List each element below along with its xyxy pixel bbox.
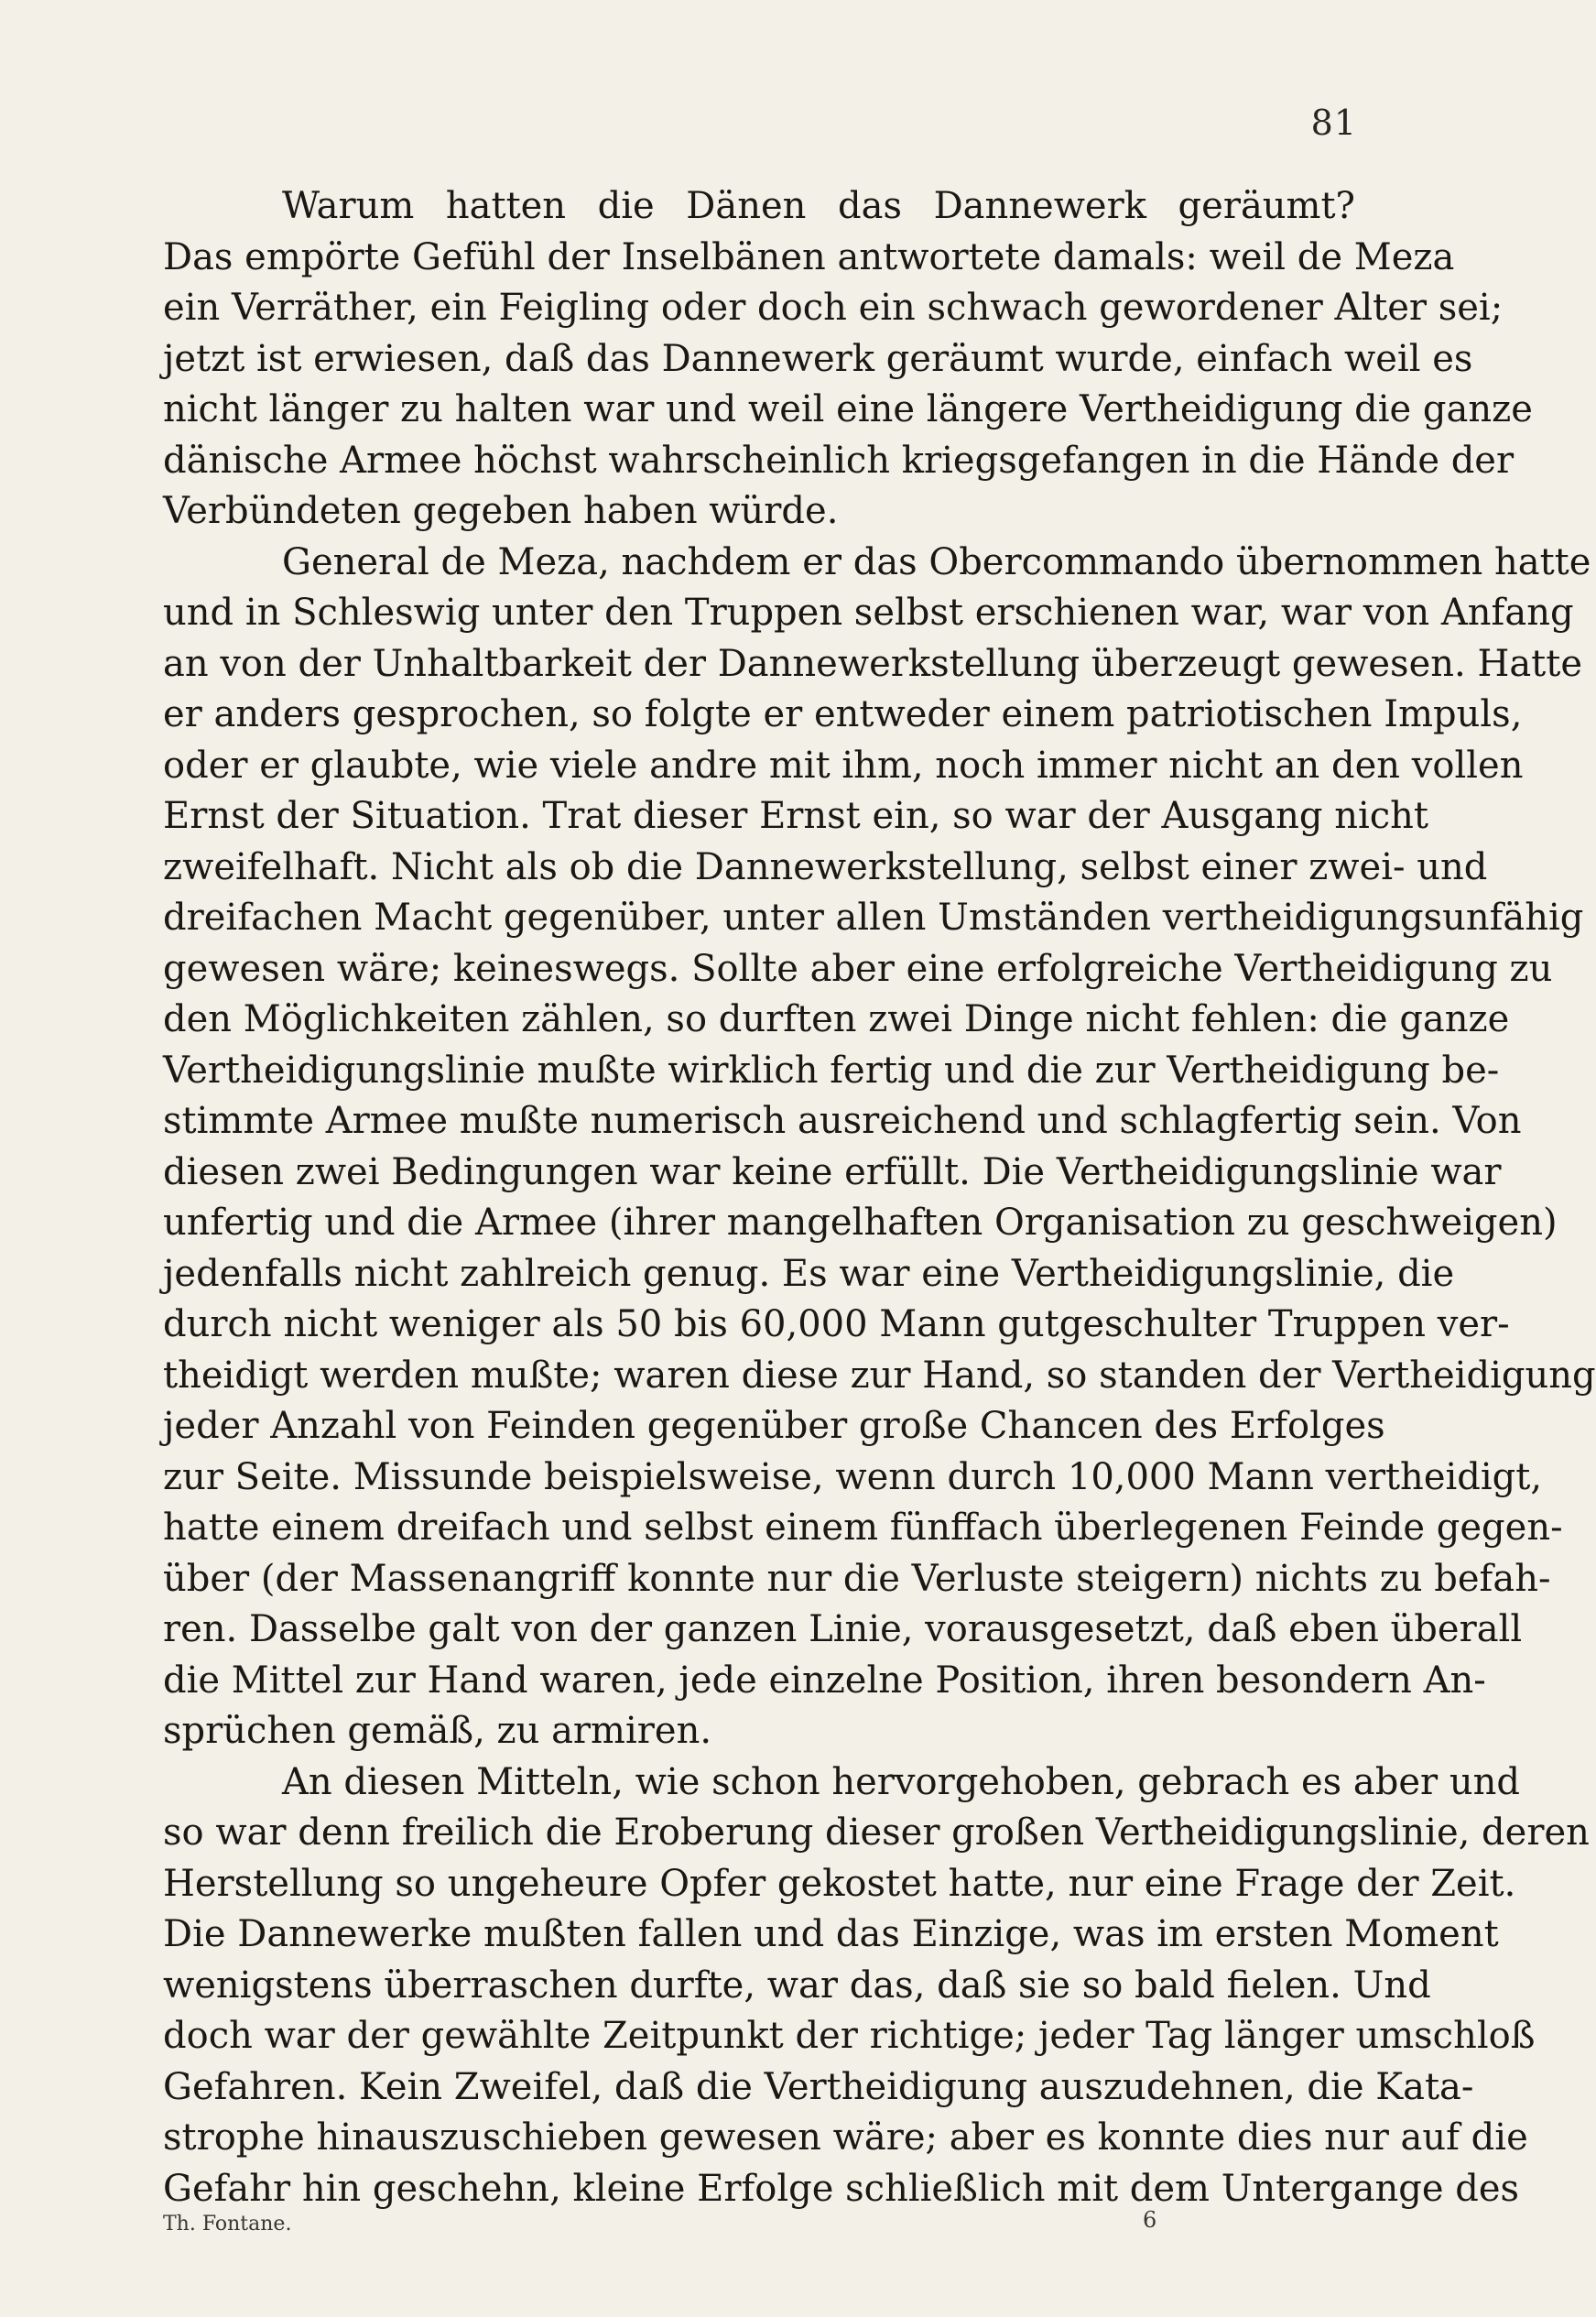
text-line: an von der Unhaltbarkeit der Dannewerkstellung überzeugt gewesen. Hatte [163,642,1582,685]
text-line: jeder Anzahl von Feinden gegenüber große Chancen des Erfolges [163,1405,1385,1447]
text-line: Die Dannewerke mußten fallen und das Einzige, was im ersten Moment [163,1913,1499,1955]
text-line: Warum hatten die Dänen das Dannewerk geräumt? [282,185,1355,227]
text-line: Gefahren. Kein Zweifel, daß die Vertheidigung auszudehnen, die Kata- [163,2065,1474,2108]
text-line: dänische Armee höchst wahrscheinlich kriegsgefangen in die Hände der [163,439,1515,482]
text-line: sprüchen gemäß, zu armiren. [163,1710,712,1752]
text-line: jedenfalls nicht zahlreich genug. Es war eine Vertheidigungslinie, die [163,1252,1455,1295]
text-line: hatte einem dreifach und selbst einem fünffach überlegenen Feinde gegen- [163,1507,1563,1549]
sheet-number: 6 [1143,2207,1157,2233]
text-line: An diesen Mitteln, wie schon hervorgehoben, gebrach es aber und [282,1760,1521,1803]
printer-signature: Th. Fontane. [163,2213,292,2235]
text-line: den Möglichkeiten zählen, so durften zwei Dinge nicht fehlen: die ganze [163,998,1510,1040]
text-line: General de Meza, nachdem er das Obercommando übernommen hatte [282,540,1591,583]
text-line: zweifelhaft. Nicht als ob die Dannewerkstellung, selbst einer zwei- und [163,845,1488,888]
text-line: gewesen wäre; keineswegs. Sollte aber eine erfolgreiche Vertheidigung zu [163,947,1553,990]
text-line: unfertig und die Armee (ihrer mangelhaften Organisation zu geschweigen) [163,1202,1558,1244]
text-line: dreifachen Macht gegenüber, unter allen Umständen vertheidigungsunfähig [163,897,1584,939]
text-line: die Mittel zur Hand waren, jede einzelne Position, ihren besondern An- [163,1659,1486,1702]
text-line: Ernst der Situation. Trat dieser Ernst ein, so war der Ausgang nicht [163,795,1428,837]
text-line: so war denn freilich die Eroberung dieser großen Vertheidigungslinie, deren [163,1811,1590,1854]
text-line: Das empörte Gefühl der Inselbänen antwortete damals: weil de Meza [163,235,1455,278]
text-line: diesen zwei Bedingungen war keine erfüllt. Die Vertheidigungslinie war [163,1150,1502,1193]
page-number: 81 [1310,103,1357,143]
text-line: er anders gesprochen, so folgte er entweder einem patriotischen Impuls, [163,693,1523,735]
text-line: stimmte Armee mußte numerisch ausreichend und schlagfertig sein. Von [163,1100,1522,1142]
text-line: doch war der gewählte Zeitpunkt der richtige; jeder Tag länger umschloß [163,2015,1536,2057]
text-line: jetzt ist erwiesen, daß das Dannewerk geräumt wurde, einfach weil es [163,337,1473,380]
text-line: wenigstens überraschen durfte, war das, daß sie so bald fielen. Und [163,1963,1431,2007]
text-line: über (der Massenangriff konnte nur die Verluste steigern) nichts zu befah- [163,1557,1551,1600]
page-footer [163,2207,1355,2244]
text-line: Herstellung so ungeheure Opfer gekostet hatte, nur eine Frage der Zeit. [163,1862,1516,1905]
body-text [163,181,1596,2214]
text-line: Vertheidigungslinie mußte wirklich fertig und die zur Vertheidigung be- [163,1049,1500,1092]
text-line: oder er glaubte, wie viele andre mit ihm, noch immer nicht an den vollen [163,744,1524,787]
text-line: Gefahr hin geschehn, kleine Erfolge schließlich mit dem Untergange des [163,2167,1520,2210]
text-line: nicht länger zu halten war und weil eine längere Vertheidigung die ganze [163,388,1533,430]
text-line: zur Seite. Missunde beispielsweise, wenn durch 10,000 Mann vertheidigt, [163,1455,1543,1498]
text-line: ren. Dasselbe galt von der ganzen Linie, vorausgesetzt, daß eben überall [163,1608,1523,1650]
text-line: ein Verräther, ein Feigling oder doch ein schwach gewordener Alter sei; [163,287,1504,329]
text-line: durch nicht weniger als 50 bis 60,000 Mann gutgeschulter Truppen ver- [163,1303,1510,1345]
text-line: Verbündeten gegeben haben würde. [163,490,839,532]
text-line: und in Schleswig unter den Truppen selbst erschienen war, war von Anfang [163,592,1574,634]
text-line: theidigt werden mußte; waren diese zur Hand, so standen der Vertheidigung [163,1354,1596,1397]
text-line: strophe hinauszuschieben gewesen wäre; aber es konnte dies nur auf die [163,2116,1528,2159]
